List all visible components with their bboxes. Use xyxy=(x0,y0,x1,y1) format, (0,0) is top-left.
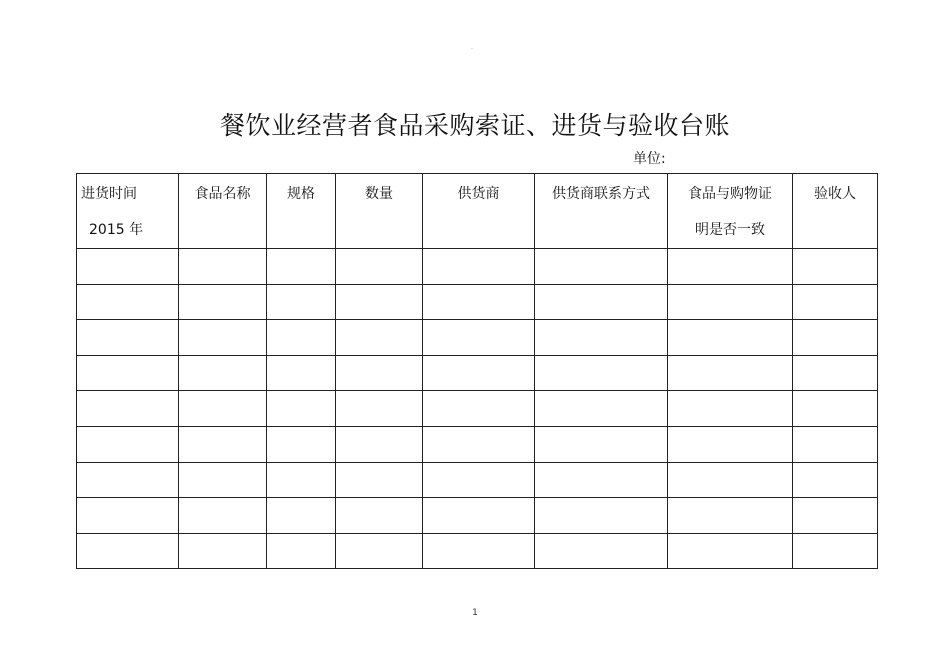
table-cell[interactable] xyxy=(423,426,535,462)
table-cell[interactable] xyxy=(793,284,878,320)
table-row xyxy=(77,391,878,427)
table-cell[interactable] xyxy=(179,284,267,320)
table-cell[interactable] xyxy=(336,498,423,534)
table-cell[interactable] xyxy=(668,426,793,462)
table-cell[interactable] xyxy=(77,462,179,498)
table-cell[interactable] xyxy=(668,498,793,534)
table-cell[interactable] xyxy=(336,533,423,569)
table-cell[interactable] xyxy=(267,284,336,320)
header-label: 规格 xyxy=(287,186,315,202)
table-cell[interactable] xyxy=(179,426,267,462)
table-cell[interactable] xyxy=(336,391,423,427)
table-cell[interactable] xyxy=(267,462,336,498)
table-cell[interactable] xyxy=(77,320,179,356)
table-cell[interactable] xyxy=(668,249,793,285)
table-cell[interactable] xyxy=(668,355,793,391)
table-row xyxy=(77,533,878,569)
header-label: 数量 xyxy=(365,186,393,202)
table-cell[interactable] xyxy=(77,533,179,569)
table-cell[interactable] xyxy=(423,284,535,320)
table-cell[interactable] xyxy=(535,320,668,356)
table-cell[interactable] xyxy=(267,320,336,356)
table-cell[interactable] xyxy=(793,355,878,391)
table-cell[interactable] xyxy=(535,498,668,534)
table-cell[interactable] xyxy=(423,355,535,391)
table-cell[interactable] xyxy=(423,462,535,498)
header-label: 供货商联系方式 xyxy=(552,186,650,202)
header-label: 验收人 xyxy=(814,186,856,202)
table-cell[interactable] xyxy=(535,462,668,498)
table-cell[interactable] xyxy=(668,391,793,427)
table-cell[interactable] xyxy=(793,498,878,534)
table-row xyxy=(77,498,878,534)
header-cell-purchase-time xyxy=(77,174,179,249)
table-cell[interactable] xyxy=(423,533,535,569)
table-cell[interactable] xyxy=(77,355,179,391)
table-row xyxy=(77,355,878,391)
table-row xyxy=(77,462,878,498)
table-cell[interactable] xyxy=(793,249,878,285)
page-top-mark: · xyxy=(471,46,473,53)
table-cell[interactable] xyxy=(793,533,878,569)
table-cell[interactable] xyxy=(668,320,793,356)
table-cell[interactable] xyxy=(668,462,793,498)
table-cell[interactable] xyxy=(267,426,336,462)
table-cell[interactable] xyxy=(336,320,423,356)
table-cell[interactable] xyxy=(179,498,267,534)
table-cell[interactable] xyxy=(77,498,179,534)
table-cell[interactable] xyxy=(267,533,336,569)
table-cell[interactable] xyxy=(535,355,668,391)
header-cell-quantity xyxy=(336,174,423,249)
table-cell[interactable] xyxy=(535,426,668,462)
table-cell[interactable] xyxy=(535,249,668,285)
header-cell-supplier xyxy=(423,174,535,249)
table-cell[interactable] xyxy=(793,391,878,427)
table-cell[interactable] xyxy=(267,498,336,534)
table-cell[interactable] xyxy=(423,249,535,285)
table-cell[interactable] xyxy=(179,355,267,391)
page-title: 餐饮业经营者食品采购索证、进货与验收台账 xyxy=(219,111,730,140)
table-cell[interactable] xyxy=(423,320,535,356)
header-cell-spec xyxy=(267,174,336,249)
table-cell[interactable] xyxy=(336,284,423,320)
table-cell[interactable] xyxy=(77,249,179,285)
table-cell[interactable] xyxy=(336,426,423,462)
header-label: 食品名称 xyxy=(194,186,251,202)
table-cell[interactable] xyxy=(535,533,668,569)
table-cell[interactable] xyxy=(423,391,535,427)
table-cell[interactable] xyxy=(336,249,423,285)
purchase-ledger-table xyxy=(76,173,878,569)
table-cell[interactable] xyxy=(77,426,179,462)
table-row xyxy=(77,284,878,320)
table-cell[interactable] xyxy=(336,462,423,498)
header-row xyxy=(77,174,878,249)
table-cell[interactable] xyxy=(793,426,878,462)
table-cell[interactable] xyxy=(179,391,267,427)
table-cell[interactable] xyxy=(267,391,336,427)
table-cell[interactable] xyxy=(793,320,878,356)
header-cell-inspector xyxy=(793,174,878,249)
header-cell-supplier-contact xyxy=(535,174,668,249)
ledger-body xyxy=(77,249,878,569)
table-row xyxy=(77,426,878,462)
header-label-line2: 2015 年 xyxy=(89,222,144,238)
table-cell[interactable] xyxy=(336,355,423,391)
table-cell[interactable] xyxy=(179,533,267,569)
header-label-line2: 明是否一致 xyxy=(695,222,765,238)
table-cell[interactable] xyxy=(267,249,336,285)
header-cell-food-name xyxy=(179,174,267,249)
table-row xyxy=(77,249,878,285)
table-cell[interactable] xyxy=(77,284,179,320)
table-row xyxy=(77,320,878,356)
table-cell[interactable] xyxy=(77,391,179,427)
table-cell[interactable] xyxy=(267,355,336,391)
header-label: 食品与购物证 xyxy=(688,186,772,202)
table-cell[interactable] xyxy=(793,462,878,498)
header-label: 供货商 xyxy=(457,186,500,202)
page-number: 1 xyxy=(472,608,478,618)
table-cell[interactable] xyxy=(535,391,668,427)
table-cell[interactable] xyxy=(179,320,267,356)
table-cell[interactable] xyxy=(179,249,267,285)
table-cell[interactable] xyxy=(668,533,793,569)
table-cell[interactable] xyxy=(423,498,535,534)
unit-label: 单位: xyxy=(633,151,666,167)
table-cell[interactable] xyxy=(668,284,793,320)
header-cell-receipt-match xyxy=(668,174,793,249)
table-cell[interactable] xyxy=(179,462,267,498)
table-cell[interactable] xyxy=(535,284,668,320)
header-label: 进货时间 xyxy=(81,186,137,202)
